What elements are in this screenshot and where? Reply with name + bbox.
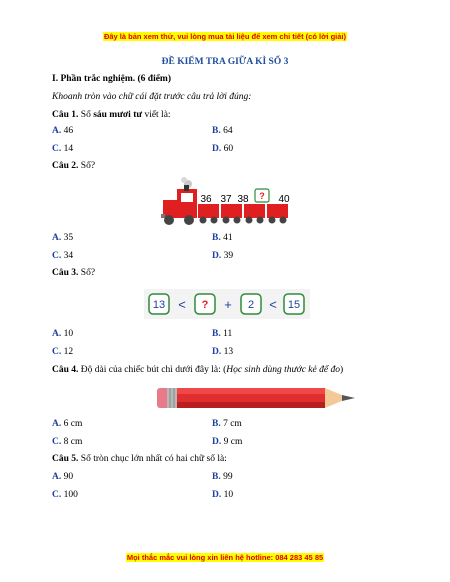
train-number: 40 <box>278 194 290 205</box>
question-2-label: Câu 2. <box>52 161 79 171</box>
question-4-text-end: ) <box>339 365 344 375</box>
train-wagon <box>221 204 242 218</box>
wheel <box>223 217 230 224</box>
q5-option-b[interactable]: B. 99 <box>212 472 233 482</box>
pencil-lead <box>342 395 355 401</box>
train-wagon <box>244 204 265 218</box>
q4-option-a[interactable]: A. 6 cm <box>52 419 83 429</box>
pencil-ferrule <box>167 388 177 408</box>
plus-sign: + <box>224 297 232 312</box>
q3-option-a[interactable]: A. 10 <box>52 329 74 339</box>
locomotive-chimney <box>184 185 189 191</box>
bottom-banner-text: Mọi thắc mắc vui lòng xin liên hệ hotline: 084 283 45 85 <box>126 553 324 562</box>
train-number: 37 <box>220 194 232 205</box>
question-3 <box>52 267 95 279</box>
wheel <box>211 217 218 224</box>
wheel <box>200 217 207 224</box>
section-heading: I. Phần trắc nghiệm. (6 điểm) <box>52 74 172 84</box>
train-wagon <box>267 204 288 218</box>
q3-option-b[interactable]: B. 11 <box>212 329 233 339</box>
train-illustration <box>157 176 301 228</box>
train-number: 36 <box>200 194 212 205</box>
question-4 <box>52 364 343 376</box>
instruction-text: Khoanh tròn vào chữ cái đặt trước câu trả lời đúng: <box>52 92 252 102</box>
q2-option-b[interactable]: B. 41 <box>212 233 233 243</box>
q2-option-d[interactable]: D. 39 <box>212 251 234 261</box>
question-1-text-post: viết là: <box>142 110 171 120</box>
question-4-text-italic: Học sinh dùng thước kẻ để đo <box>226 365 340 375</box>
q2-option-c[interactable]: C. 34 <box>52 251 74 261</box>
less-than-sign: < <box>178 297 186 312</box>
page-title: ĐỀ KIỂM TRA GIỮA KÌ SỐ 3 <box>161 57 289 67</box>
wheel <box>257 217 264 224</box>
wheel <box>184 215 194 225</box>
wheel <box>234 217 241 224</box>
q5-option-c[interactable]: C. 100 <box>52 490 78 500</box>
q2-option-a[interactable]: A. 35 <box>52 233 74 243</box>
q5-option-a[interactable]: A. 90 <box>52 472 74 482</box>
train-number: 38 <box>237 194 249 205</box>
q4-option-b[interactable]: B. 7 cm <box>212 419 242 429</box>
q1-option-d[interactable]: D. 60 <box>212 144 234 154</box>
q3-option-d[interactable]: D. 13 <box>212 347 234 357</box>
question-3-label: Câu 3. <box>52 268 79 278</box>
train-wagon <box>198 204 219 218</box>
question-3-text: Số? <box>80 268 96 278</box>
question-4-text: Độ dài của chiếc bút chì dưới đây là: ( <box>80 365 227 375</box>
comparison-expression <box>143 289 311 319</box>
q4-option-d[interactable]: D. 9 cm <box>212 437 243 447</box>
pencil-illustration <box>155 383 360 413</box>
missing-number: ? <box>201 299 209 311</box>
question-4-label: Câu 4. <box>52 365 79 375</box>
locomotive-bumper <box>161 214 165 218</box>
question-1-label: Câu 1. <box>52 110 79 120</box>
question-1-text-bold: sáu mươi tư <box>93 110 143 120</box>
q5-option-d[interactable]: D. 10 <box>212 490 234 500</box>
q1-option-b[interactable]: B. 64 <box>212 126 233 136</box>
locomotive-window <box>181 193 193 202</box>
wheel <box>164 215 174 225</box>
wheel <box>280 217 287 224</box>
question-5-text: Số tròn chục lớn nhất có hai chữ số là: <box>80 454 227 464</box>
bottom-banner <box>0 547 450 565</box>
q1-option-c[interactable]: C. 14 <box>52 144 74 154</box>
question-1 <box>52 109 171 121</box>
wheel <box>246 217 253 224</box>
question-2 <box>52 160 95 172</box>
locomotive-front <box>163 200 179 218</box>
expression-number: 13 <box>152 299 166 311</box>
q4-option-c[interactable]: C. 8 cm <box>52 437 83 447</box>
top-banner-text: Đây là bản xem thử, vui lòng mua tài liệu để xem chi tiết (có lời giải) <box>103 32 347 41</box>
top-banner <box>0 26 450 44</box>
question-5-label: Câu 5. <box>52 454 79 464</box>
train-number-missing: ? <box>259 191 265 201</box>
q1-option-a[interactable]: A. 46 <box>52 126 74 136</box>
question-1-text-pre: Số <box>80 110 94 120</box>
less-than-sign: < <box>269 297 277 312</box>
q3-option-c[interactable]: C. 12 <box>52 347 74 357</box>
smoke-puff <box>181 177 187 183</box>
expression-number: 2 <box>247 299 255 311</box>
question-5 <box>52 453 227 465</box>
question-2-text: Số? <box>80 161 96 171</box>
wheel <box>269 217 276 224</box>
expression-number: 15 <box>287 299 301 311</box>
